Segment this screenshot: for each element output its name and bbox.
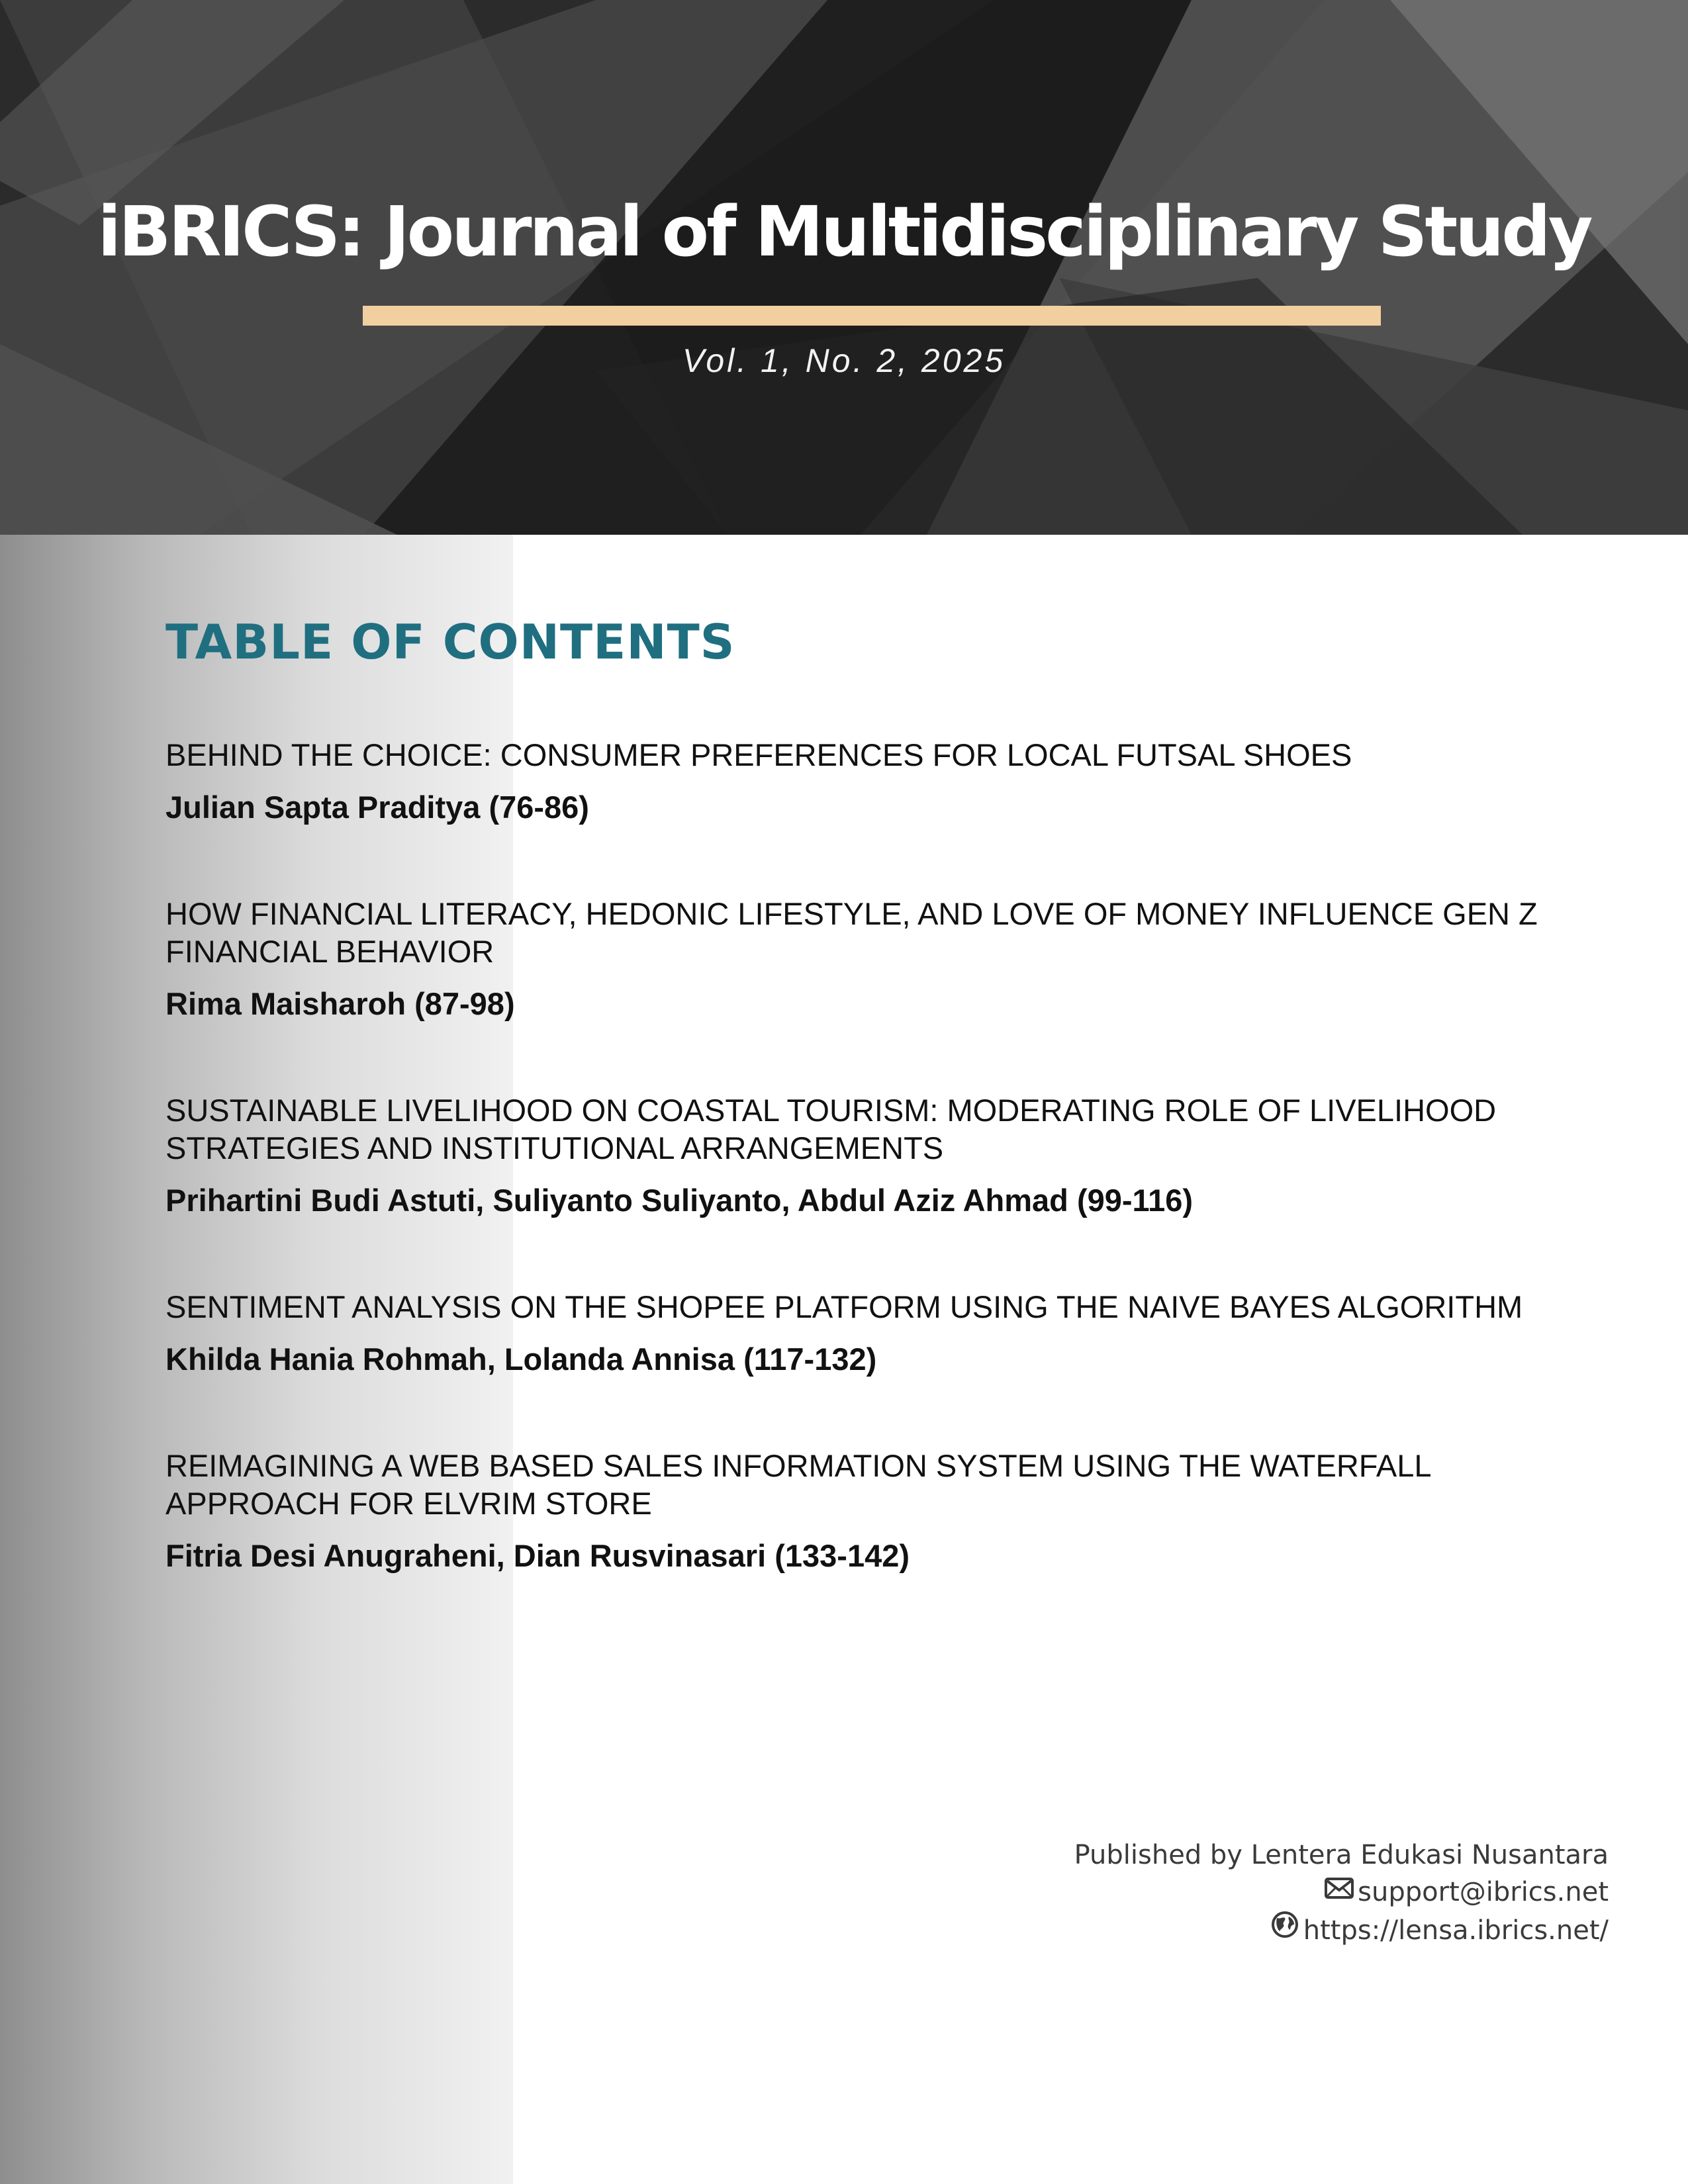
journal-header-banner bbox=[0, 0, 1688, 535]
toc-list bbox=[165, 736, 1575, 1643]
article-title[interactable]: HOW FINANCIAL LITERACY, HEDONIC LIFESTYLE, AND LOVE OF MONEY INFLUENCE GEN Z FINANCIAL BEHAVIOR bbox=[165, 896, 1538, 969]
article-authors: Rima Maisharoh (87-98) bbox=[165, 986, 515, 1021]
toc-entry-5[interactable] bbox=[165, 1447, 1575, 1574]
article-title[interactable]: BEHIND THE CHOICE: CONSUMER PREFERENCES FOR LOCAL FUTSAL SHOES bbox=[165, 737, 1352, 772]
toc-heading: TABLE OF CONTENTS bbox=[165, 614, 735, 670]
article-authors: Prihartini Budi Astuti, Suliyanto Suliyanto, Abdul Aziz Ahmad (99-116) bbox=[165, 1183, 1194, 1218]
toc-entry-4[interactable] bbox=[165, 1288, 1575, 1378]
toc-entry-2[interactable] bbox=[165, 895, 1575, 1023]
title-underline-rule bbox=[363, 306, 1381, 326]
article-title[interactable]: SENTIMENT ANALYSIS ON THE SHOPEE PLATFORM USING THE NAIVE BAYES ALGORITHM bbox=[165, 1289, 1523, 1324]
publisher-info bbox=[1074, 1837, 1609, 1952]
website-link[interactable]: https://lensa.ibrics.net/ bbox=[1303, 1915, 1609, 1946]
published-by-line: Published by Lentera Edukasi Nusantara bbox=[1074, 1840, 1609, 1870]
article-title[interactable]: SUSTAINABLE LIVELIHOOD ON COASTAL TOURISM: MODERATING ROLE OF LIVELIHOOD STRATEGIES AND INSTITUTIONAL ARRANGEMENTS bbox=[165, 1093, 1497, 1165]
article-authors: Khilda Hania Rohmah, Lolanda Annisa (117-132) bbox=[165, 1342, 877, 1377]
journal-title: iBRICS: Journal of Multidisciplinary Study bbox=[97, 191, 1591, 272]
email-link[interactable]: support@ibrics.net bbox=[1358, 1877, 1609, 1907]
volume-issue-label: Vol. 1, No. 2, 2025 bbox=[682, 342, 1006, 379]
mail-icon bbox=[1325, 1872, 1354, 1909]
email-line[interactable] bbox=[1074, 1874, 1609, 1912]
article-authors: Julian Sapta Praditya (76-86) bbox=[165, 790, 589, 825]
toc-entry-3[interactable] bbox=[165, 1091, 1575, 1219]
article-authors: Fitria Desi Anugraheni, Dian Rusvinasari (133-142) bbox=[165, 1538, 910, 1573]
toc-entry-1[interactable] bbox=[165, 736, 1575, 826]
website-line[interactable] bbox=[1074, 1912, 1609, 1952]
article-title[interactable]: REIMAGINING A WEB BASED SALES INFORMATION SYSTEM USING THE WATERFALL APPROACH FOR ELVRIM STORE bbox=[165, 1448, 1430, 1521]
globe-icon bbox=[1270, 1910, 1299, 1949]
